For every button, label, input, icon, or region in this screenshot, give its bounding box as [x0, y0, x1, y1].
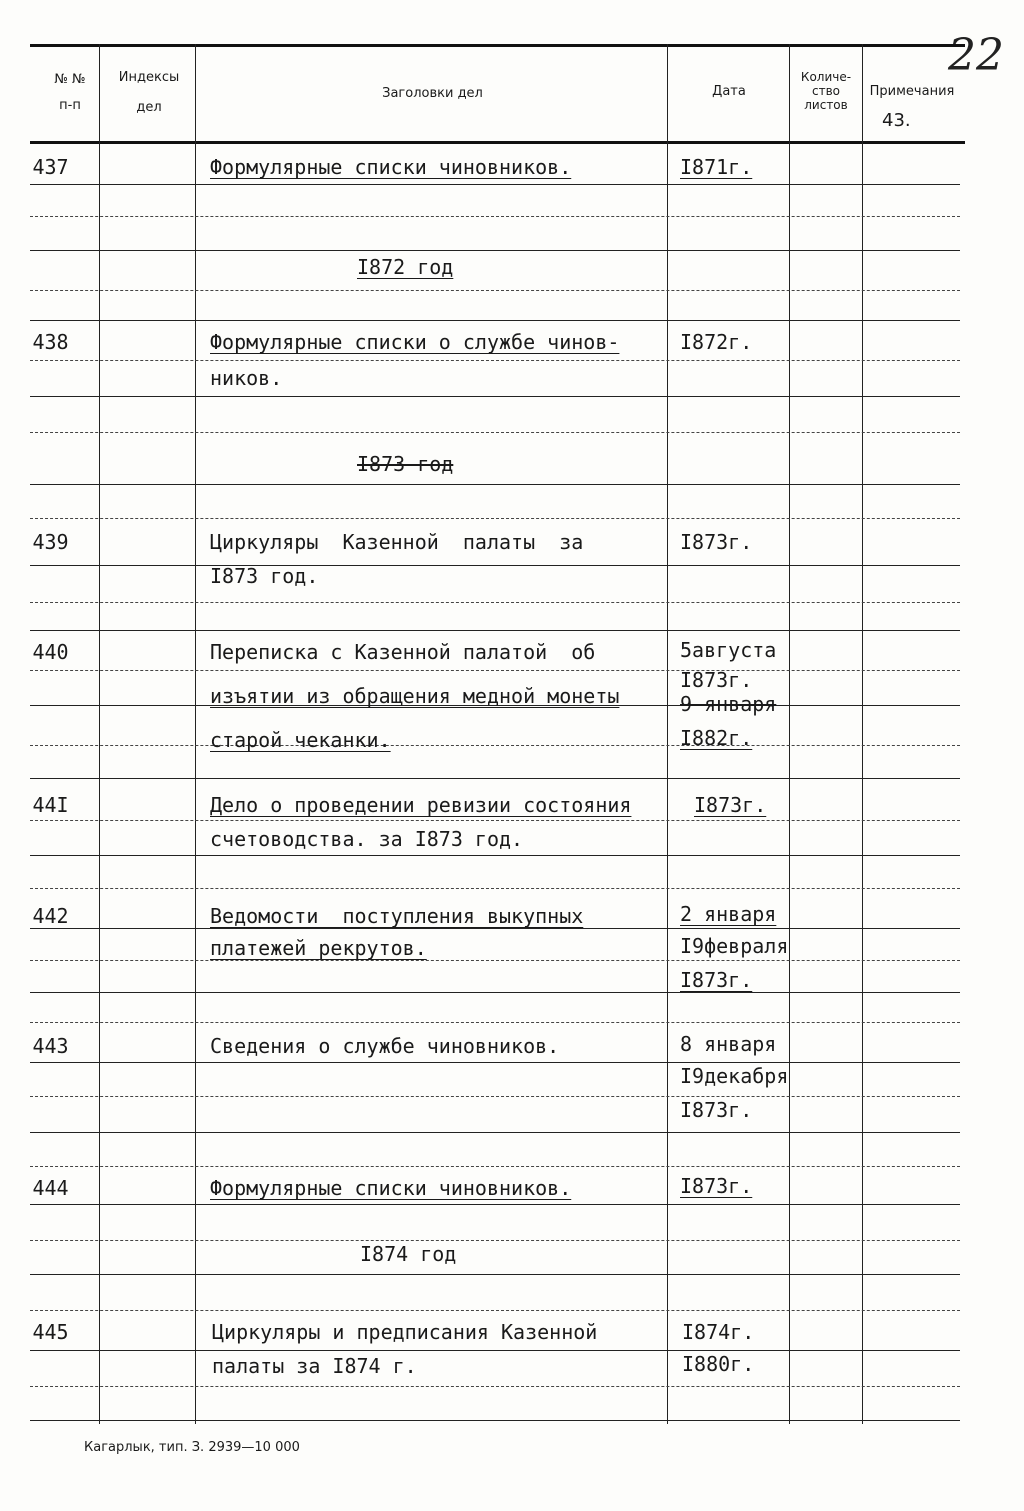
- row-date: I873г.: [680, 1098, 753, 1122]
- printer-imprint: Кагарлык, тип. З. 2939—10 000: [84, 1440, 300, 1455]
- row-date: 2 января: [680, 902, 777, 926]
- rule: [30, 396, 960, 397]
- row-number: 444: [32, 1176, 69, 1200]
- col-divider-2: [195, 44, 196, 1424]
- rule: [30, 360, 960, 361]
- rule: [30, 778, 960, 779]
- row-number: 440: [32, 640, 69, 664]
- row-date: 8 января: [680, 1032, 777, 1056]
- header-col-sheets-line2: ство: [811, 84, 840, 98]
- row-date: I880г.: [682, 1352, 755, 1376]
- header-col-num-line1: № №: [54, 72, 86, 87]
- header-top-rule: [30, 44, 965, 47]
- row-title-line: ников.: [210, 366, 283, 390]
- rule: [30, 1420, 960, 1421]
- year-heading: I872 год: [357, 255, 454, 279]
- rule: [30, 820, 960, 821]
- col-divider-1: [99, 44, 100, 1424]
- rule: [30, 565, 960, 566]
- rule: [30, 630, 960, 631]
- rule: [30, 184, 960, 185]
- row-number: 439: [32, 530, 69, 554]
- col-divider-4: [789, 44, 790, 1424]
- rule: [30, 928, 960, 929]
- rule: [30, 250, 960, 251]
- row-date: I9февраля: [680, 934, 789, 958]
- rule: [30, 518, 960, 519]
- row-title-line: Переписка с Казенной палатой об: [210, 640, 596, 664]
- row-title-line: Формулярные списки о службе чинов-: [210, 330, 620, 354]
- header-col-date: Дата: [712, 84, 746, 99]
- row-date: I872г.: [680, 330, 753, 354]
- header-col-sheets-line1: Количе-: [800, 70, 852, 84]
- row-number: 445: [32, 1320, 69, 1344]
- rule: [30, 1310, 960, 1311]
- row-number: 442: [32, 904, 69, 928]
- row-date: I873г.: [680, 968, 753, 992]
- row-title-line: Циркуляры Казенной палаты за: [210, 530, 584, 554]
- rule: [30, 670, 960, 671]
- row-title-line: I873 год.: [210, 564, 319, 588]
- row-date: 9 января: [680, 692, 777, 716]
- row-title-line: Формулярные списки чиновников.: [210, 1176, 572, 1200]
- row-date: I873г.: [680, 530, 753, 554]
- row-title-line: Циркуляры и предписания Казенной: [212, 1320, 598, 1344]
- header-col-index: [105, 70, 193, 116]
- row-title-line: Сведения о службе чиновников.: [210, 1034, 560, 1058]
- row-date: I882г.: [680, 726, 753, 750]
- rule: [30, 855, 960, 856]
- rule: [30, 1274, 960, 1275]
- row-title-line: Ведомости поступления выкупных: [210, 904, 584, 928]
- col-divider-5: [862, 44, 863, 1424]
- header-col-sheets: [790, 70, 862, 112]
- rule: [30, 1096, 960, 1097]
- row-title-line: изъятии из обращения медной монеты: [210, 684, 620, 708]
- row-number: 437: [32, 155, 69, 179]
- year-heading: I873 год: [357, 452, 454, 476]
- rule: [30, 484, 960, 485]
- header-bottom-rule: [30, 141, 965, 144]
- year-heading: I874 год: [360, 1242, 457, 1266]
- row-title-line: платежей рекрутов.: [210, 936, 427, 960]
- rule: [30, 602, 960, 603]
- header-col-index-line1: Индексы: [118, 70, 180, 85]
- sheet-count: 43.: [882, 110, 911, 131]
- rule: [30, 1204, 960, 1205]
- rule: [30, 888, 960, 889]
- row-date: I873г.: [694, 793, 767, 817]
- rule: [30, 960, 960, 961]
- row-title-line: счетоводства. за I873 год.: [210, 827, 524, 851]
- rule: [30, 1022, 960, 1023]
- row-date: I871г.: [680, 155, 753, 179]
- rule: [30, 1350, 960, 1351]
- header-col-title: Заголовки дел: [382, 86, 483, 101]
- rule: [30, 290, 960, 291]
- page-number: 22: [948, 30, 1004, 81]
- row-date: I873г.: [680, 1174, 753, 1198]
- row-title-line: Формулярные списки чиновников.: [210, 155, 572, 179]
- rule: [30, 1132, 960, 1133]
- row-date: I873г.: [680, 668, 753, 692]
- row-title-line: старой чеканки.: [210, 728, 391, 752]
- rule: [30, 1062, 960, 1063]
- row-number: 44I: [32, 793, 69, 817]
- row-title-line: палаты за I874 г.: [212, 1354, 417, 1378]
- rule: [30, 745, 960, 746]
- header-col-notes: Примечания: [869, 84, 955, 99]
- row-number: 443: [32, 1034, 69, 1058]
- rule: [30, 1240, 960, 1241]
- row-date: 5августа: [680, 638, 777, 662]
- rule: [30, 216, 960, 217]
- header-col-num-line2: п-п: [59, 98, 81, 113]
- header-col-num: [40, 72, 100, 114]
- row-date: I9декабря: [680, 1064, 789, 1088]
- rule: [30, 320, 960, 321]
- rule: [30, 1386, 960, 1387]
- rule: [30, 1166, 960, 1167]
- rule: [30, 992, 960, 993]
- header-col-sheets-line3: листов: [804, 98, 848, 112]
- row-title-line: Дело о проведении ревизии состояния: [210, 793, 632, 817]
- row-date: I874г.: [682, 1320, 755, 1344]
- col-divider-3: [667, 44, 668, 1424]
- rule: [30, 432, 960, 433]
- row-number: 438: [32, 330, 69, 354]
- header-col-index-line2: дел: [136, 100, 162, 115]
